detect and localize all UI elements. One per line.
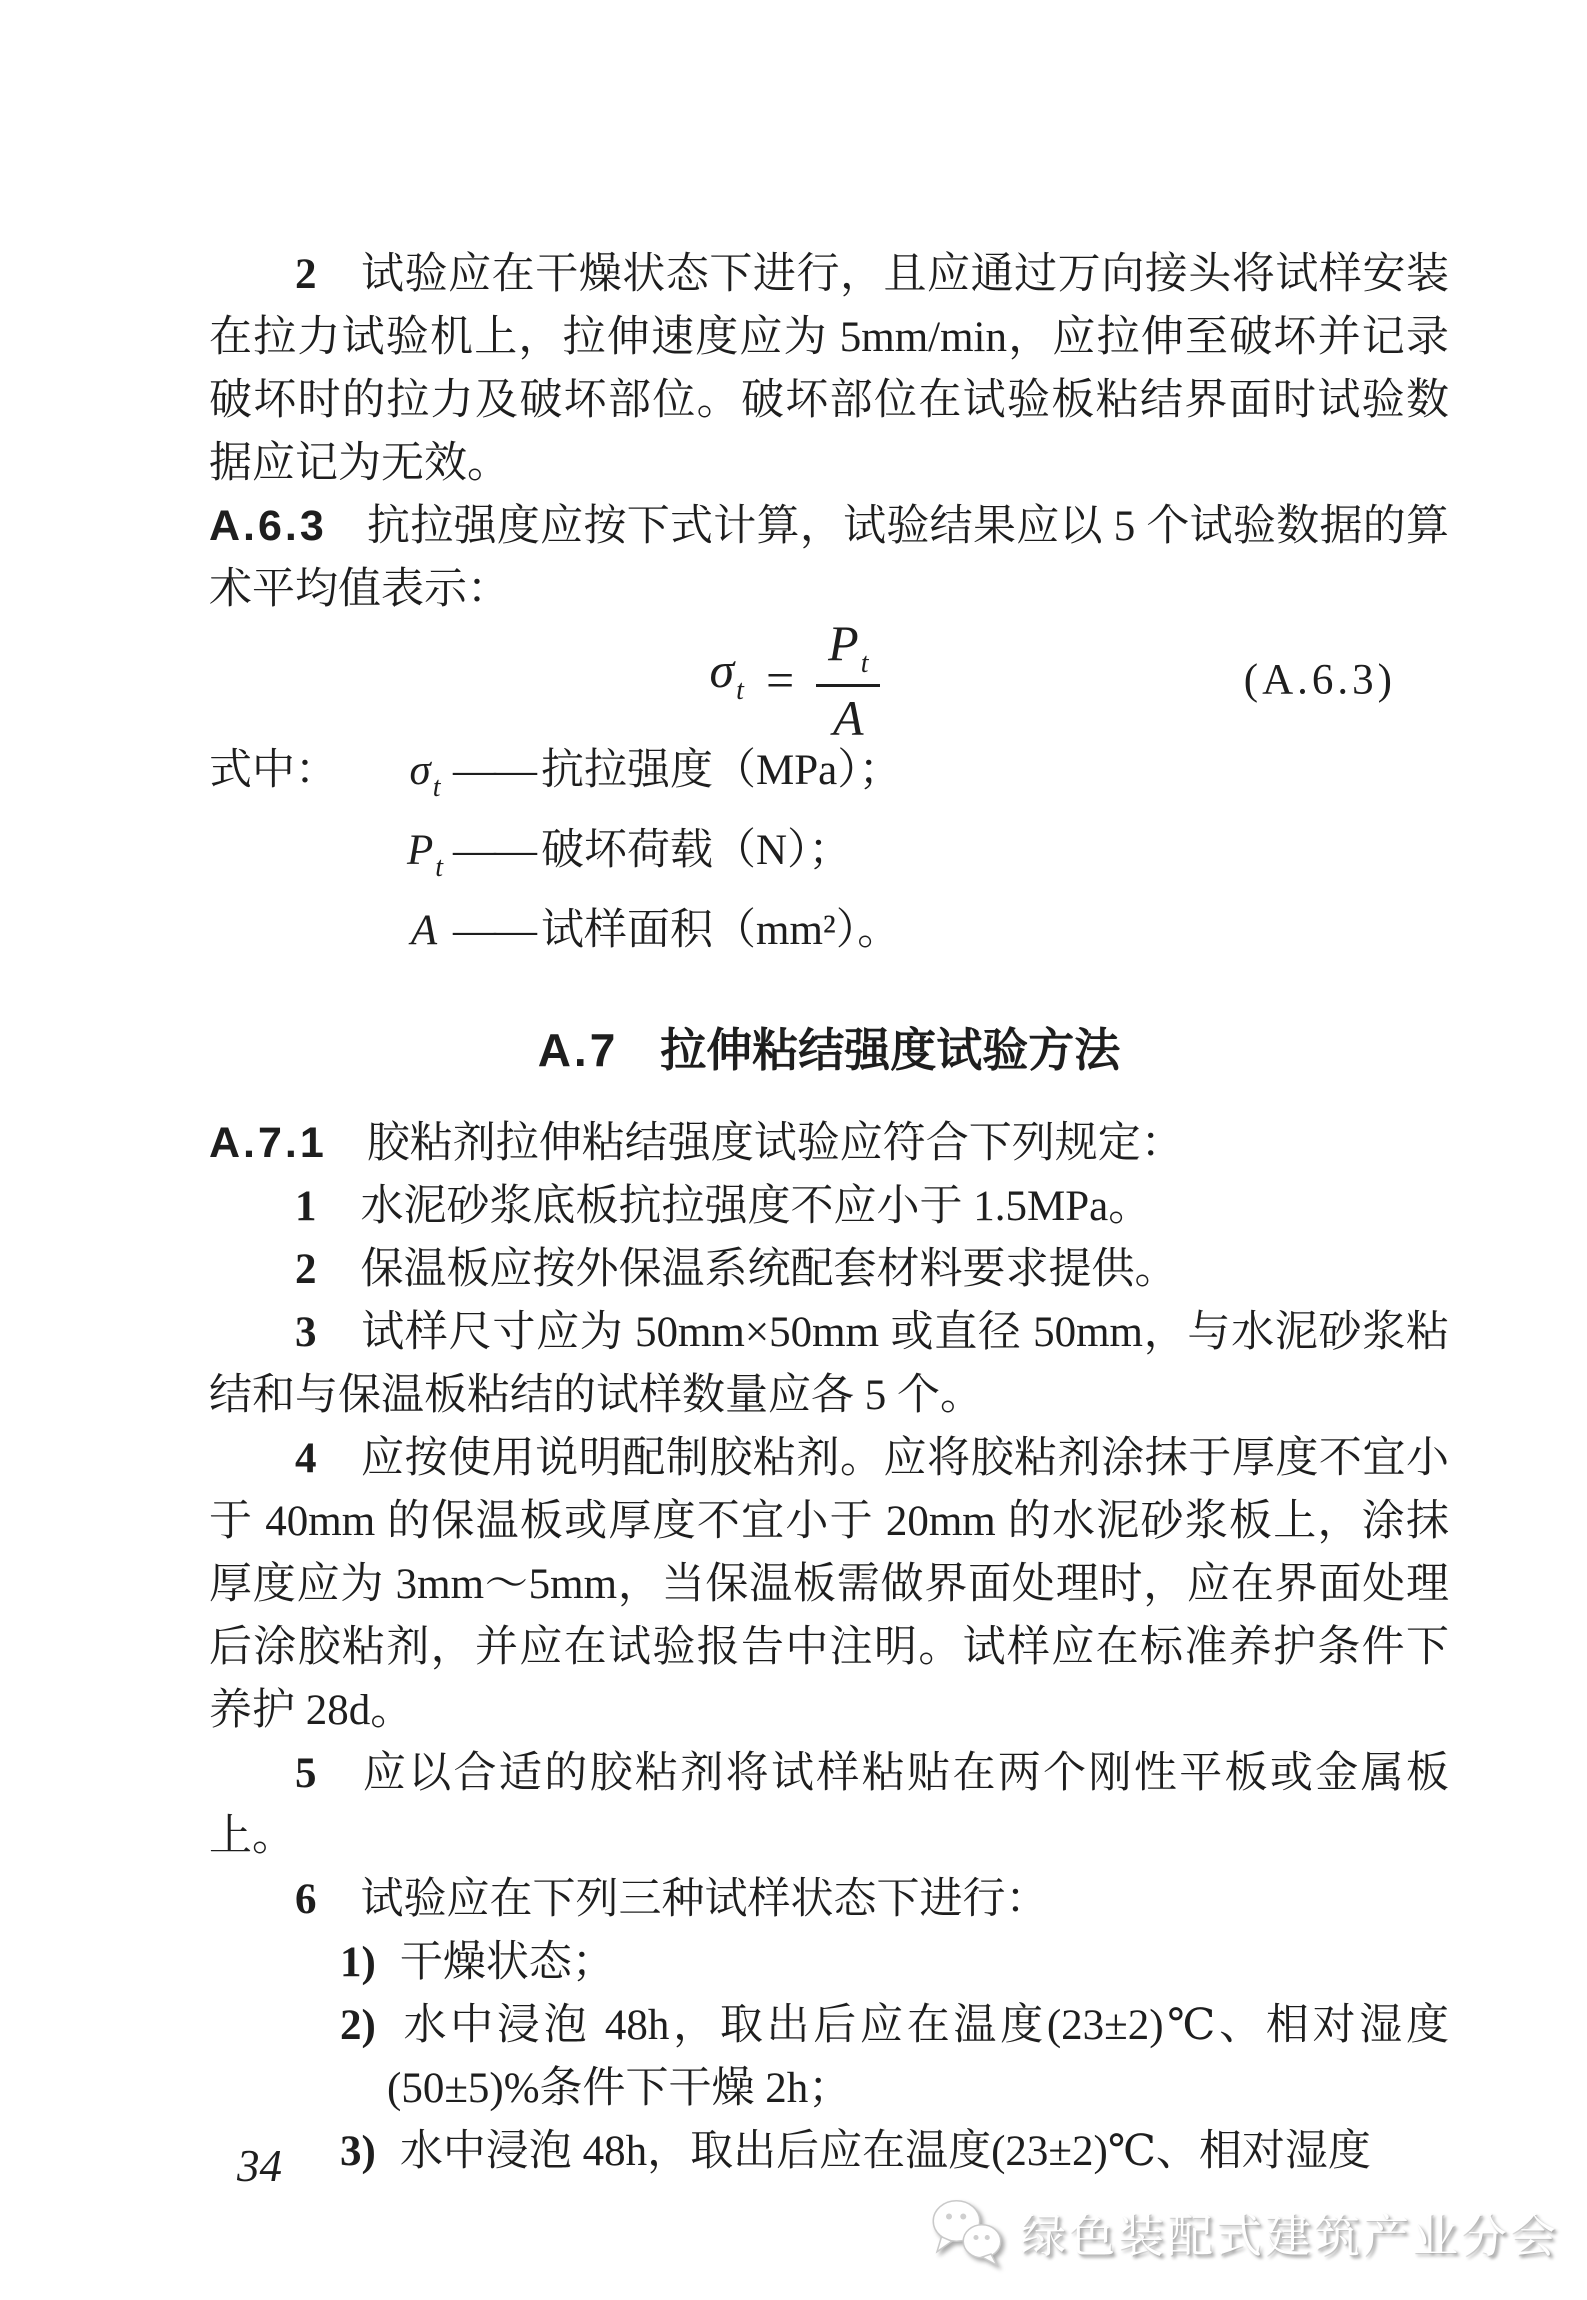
symbol-definitions xyxy=(209,739,1449,979)
definition-description: 试样面积（mm²）。 xyxy=(541,907,901,954)
fraction-numerator: $P_t$ xyxy=(816,618,880,687)
item-number: 5 xyxy=(295,1750,317,1797)
definition-row xyxy=(209,819,1449,899)
section-number: A.7 xyxy=(537,1024,619,1076)
page-number: 34 xyxy=(237,2141,282,2191)
paragraph-test-procedure xyxy=(209,243,1449,495)
clause-text: 抗拉强度应按下式计算，试验结果应以 5 个试验数据的算术平均值表示： xyxy=(209,503,1449,613)
formula-expression xyxy=(709,614,881,746)
item-text: 试验应在下列三种试样状态下进行： xyxy=(360,1876,1049,1923)
sub-item-number: 2) xyxy=(340,2002,376,2049)
equals-sign: = xyxy=(765,651,795,708)
clause-label: A.6.3 xyxy=(209,502,327,550)
symbol-sigma: $\sigma_t$ xyxy=(409,747,441,803)
symbol-subscript: t xyxy=(435,852,444,883)
definition-dash: —— xyxy=(453,827,535,874)
item-text: 试样尺寸应为 50mm×50mm 或直径 50mm，与水泥砂浆粘结和与保温板粘结的试样数量应各 5 个。 xyxy=(209,1309,1449,1419)
page-body xyxy=(209,0,1449,2183)
item-number: 2 xyxy=(295,251,317,298)
equation-a63 xyxy=(209,614,1449,746)
sub-list-item xyxy=(209,1994,1449,2120)
item-number: 1 xyxy=(295,1183,317,1230)
sub-list-item xyxy=(209,2120,1449,2183)
symbol-subscript: t xyxy=(432,772,441,803)
equation-number: (A.6.3) xyxy=(1243,656,1396,704)
sub-item-text: 水中浸泡 48h，取出后应在温度(23±2)℃、相对湿度(50±5)%条件下干燥 2h； xyxy=(387,2002,1449,2112)
definition-description: 抗拉强度（MPa）； xyxy=(541,747,902,794)
clause-a63 xyxy=(209,495,1449,621)
numerator-subscript: t xyxy=(860,647,869,679)
item-text: 水泥砂浆底板抗拉强度不应小于 1.5MPa。 xyxy=(360,1183,1152,1230)
clause-text: 胶粘剂拉伸粘结强度试验应符合下列规定： xyxy=(366,1120,1184,1167)
clause-label: A.7.1 xyxy=(209,1119,327,1167)
fraction-denominator: A xyxy=(833,689,864,746)
list-item xyxy=(209,1427,1449,1742)
watermark xyxy=(928,2196,1559,2270)
list-item xyxy=(209,1301,1449,1427)
definition-dash: —— xyxy=(453,747,535,794)
item-number: 4 xyxy=(295,1435,317,1482)
item-number: 3 xyxy=(295,1309,317,1356)
sigma-subscript: t xyxy=(736,674,744,706)
list-item xyxy=(209,1175,1449,1238)
item-number: 6 xyxy=(295,1876,317,1923)
symbol-p: $P_t$ xyxy=(406,827,444,883)
item-text: 保温板应按外保温系统配套材料要求提供。 xyxy=(360,1246,1178,1293)
definition-description: 破坏荷载（N）； xyxy=(541,827,852,874)
item-text: 应以合适的胶粘剂将试样粘贴在两个刚性平板或金属板上。 xyxy=(209,1750,1449,1860)
clause-a71 xyxy=(209,1112,1449,1175)
section-heading xyxy=(209,1019,1449,1082)
fraction xyxy=(816,614,880,746)
sub-item-number: 1) xyxy=(340,1939,376,1986)
sub-item-text: 干燥状态； xyxy=(399,1939,615,1986)
paragraph-text: 试验应在干燥状态下进行，且应通过万向接头将试样安装在拉力试验机上，拉伸速度应为 5mm/min，应拉伸至破坏并记录破坏时的拉力及破坏部位。破坏部位在试验板粘结界面时试验数据应记为无效。 xyxy=(209,251,1449,487)
item-number: 2 xyxy=(295,1246,317,1293)
wechat-icon xyxy=(928,2196,1006,2270)
item-text: 应按使用说明配制胶粘剂。应将胶粘剂涂抹于厚度不宜小于 40mm 的保温板或厚度不宜小于 20mm 的水泥砂浆板上，涂抹厚度应为 3mm～5mm，当保温板需做界面处理时，应在界面处理后涂胶粘剂，并应在试验报告中注明。试样应在标准养护条件下养护 28d。 xyxy=(209,1435,1449,1734)
sub-item-text: 水中浸泡 48h，取出后应在温度(23±2)℃、相对湿度 xyxy=(399,2128,1371,2175)
definition-row xyxy=(209,899,1449,979)
section-title: 拉伸粘结强度试验方法 xyxy=(660,1024,1121,1076)
symbol-a: A xyxy=(410,907,438,954)
definition-row xyxy=(209,739,1449,819)
sub-list-item xyxy=(209,1931,1449,1994)
list-item xyxy=(209,1238,1449,1301)
sub-item-number: 3) xyxy=(340,2128,376,2175)
definition-dash: —— xyxy=(453,907,535,954)
list-item xyxy=(209,1742,1449,1868)
definitions-lead: 式中： xyxy=(209,747,338,794)
watermark-text: 绿色装配式建筑产业分会 xyxy=(1020,2210,1559,2262)
list-item xyxy=(209,1868,1449,1931)
sigma-symbol: $\sigma_t$ xyxy=(709,641,744,706)
